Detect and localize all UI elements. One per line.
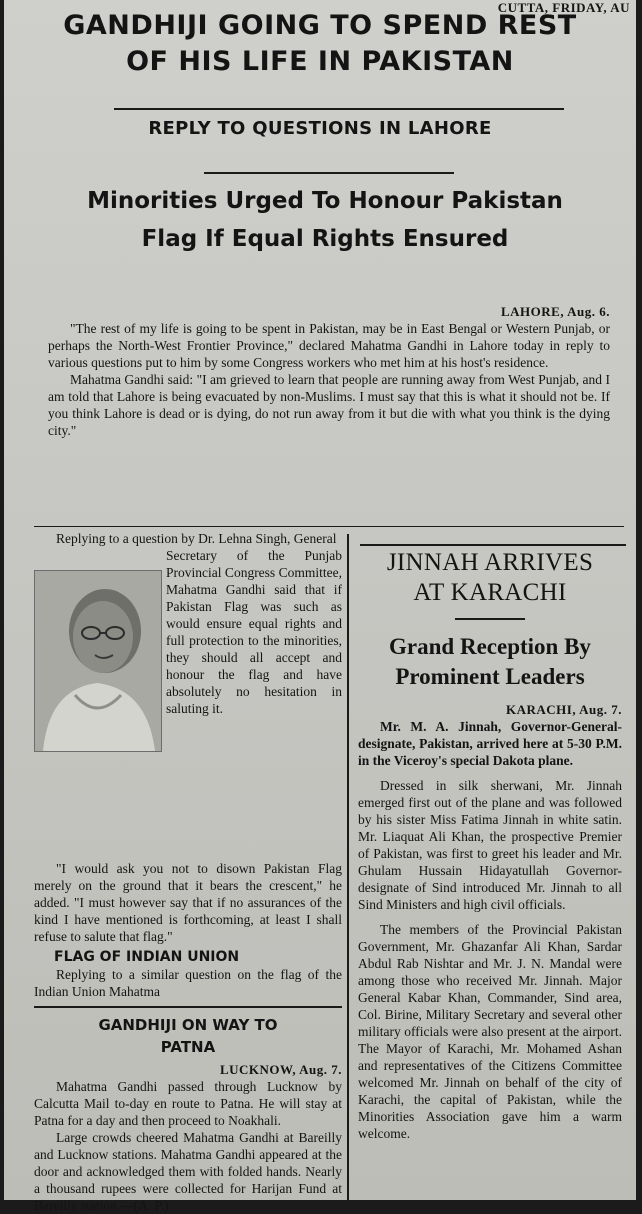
headline-line-1: GANDHIJI GOING TO SPEND REST xyxy=(63,10,577,41)
subheadline-minorities xyxy=(20,182,630,258)
headline-line-2: OF HIS LIFE IN PAKISTAN xyxy=(126,46,514,77)
flag-indian-union-heading: FLAG OF INDIAN UNION xyxy=(54,949,240,965)
subheadline-lahore: REPLY TO QUESTIONS IN LAHORE xyxy=(148,118,492,139)
flag-paragraph-1-wrap: Secretary of the Punjab Provincial Congress Committee, Mahatma Gandhi said that if Pakistan Flag was such as would ensure equal rights and full protection to the minorities, they should all accept and honour the flag and have absolutely no hesitation in saluting it. xyxy=(166,548,342,716)
flag-paragraph-1-top: Replying to a question by Dr. Lehna Singh, General xyxy=(56,531,337,546)
grand-reception-subheadline xyxy=(358,632,622,692)
lead-paragraph-2: Mahatma Gandhi said: "I am grieved to learn that people are running away from West Punjab, and I am told that Lahore is being evacuated by non-Muslims. I must say that this is what it should not be. If you think Lahore is dead or is dying, do not run away from it but die with what you think is the dying city." xyxy=(48,372,610,438)
flag-indian-union-text: Replying to a similar question on the flag of the Indian Union Mahatma xyxy=(34,967,342,999)
headline-rule-2 xyxy=(204,172,454,174)
patna-headline-line-1: GANDHIJI ON WAY TO xyxy=(98,1016,278,1034)
right-column-top-rule xyxy=(360,544,626,546)
karachi-dateline: KARACHI, Aug. 7. xyxy=(506,702,622,717)
patna-headline xyxy=(34,1014,342,1058)
jinnah-headline xyxy=(358,548,622,608)
section-rule xyxy=(34,526,624,527)
lead-story xyxy=(48,304,610,439)
patna-dateline: LUCKNOW, Aug. 7. xyxy=(219,1062,342,1077)
patna-paragraph-1: Mahatma Gandhi passed through Lucknow by Calcutta Mail to-day en route to Patna. He will stay at Patna for a day and then proceed to Noakhali. xyxy=(34,1079,342,1128)
masthead-dateline: CUTTA, FRIDAY, AU xyxy=(497,0,630,15)
main-headline xyxy=(16,8,624,80)
headline-rule-1 xyxy=(114,108,564,110)
grand-reception-line-2: Prominent Leaders xyxy=(395,664,585,689)
lead-dateline: LAHORE, Aug. 6. xyxy=(501,304,610,319)
jinnah-rule xyxy=(455,618,525,620)
patna-rule xyxy=(34,1006,342,1008)
jinnah-headline-line-1: JINNAH ARRIVES xyxy=(386,549,594,576)
left-column xyxy=(34,530,342,1214)
subheadline-minorities-line-1: Minorities Urged To Honour Pakistan xyxy=(87,188,563,214)
jinnah-paragraph-3: The members of the Provincial Pakistan Government, Mr. Ghazanfar Ali Khan, Sardar Abdul Rab Nishtar and Mr. J. N. Mandal were among those who received Mr. Jinnah. Major General Kabar Khan, Commander, Sind area, Col. Birine, Military Secretary and several other military officials were also present at the airport. The Mayor of Karachi, Mr. Mohamed Ashan and representatives of the Citizens Committee welcomed Mr. Jinnah on behalf of the city of Karachi, the capital of Pakistan, while the Minorities Association gave him a warm welcome. xyxy=(358,922,622,1141)
right-column xyxy=(358,548,622,1142)
gandhi-flag-text xyxy=(34,530,342,717)
patna-paragraph-2: Large crowds cheered Mahatma Gandhi at Bareilly and Lucknow stations. Mahatma Gandhi appeared at the door and acknowledged them with folded hands. Nearly a thousand rupees were collected for Harijan Fund at Bareilly station.—(A. P.) xyxy=(34,1130,342,1213)
grand-reception-line-1: Grand Reception By xyxy=(389,634,591,659)
patna-headline-line-2: PATNA xyxy=(160,1038,216,1056)
jinnah-paragraph-2: Dressed in silk sherwani, Mr. Jinnah emerged first out of the plane and was followed by his sister Miss Fatima Jinnah in white satin. Mr. Liaquat Ali Khan, the prospective Premier of Pakistan, was first to greet his leader and Mr. Ghulam Hussain Hidayatullah Governor-designate of Sind introduced Mr. Jinnah to all Sind Ministers and high civil officials. xyxy=(358,778,622,912)
flag-paragraph-2: "I would ask you not to disown Pakistan Flag merely on the ground that it bears the crescent," he added. "I must however say that if no assurances of the kind I have mentioned is forthcoming, at least I shall refuse to salute that flag." xyxy=(34,861,342,944)
jinnah-headline-line-2: AT KARACHI xyxy=(413,579,567,606)
jinnah-paragraph-1: Mr. M. A. Jinnah, Governor-General-designate, Pakistan, arrived here at 5-30 P.M. in the Viceroy's special Dakota plane. xyxy=(358,719,622,768)
newspaper-page xyxy=(4,0,636,1213)
lead-paragraph-1: "The rest of my life is going to be spent in Pakistan, may be in East Bengal or Western Punjab, or perhaps the North-West Frontier Province," declared Mahatma Gandhi in Lahore today in reply to various questions put to him by some Congress workers who met him at his host's residence. xyxy=(48,321,610,370)
subheadline-minorities-line-2: Flag If Equal Rights Ensured xyxy=(141,226,509,252)
column-rule xyxy=(347,534,349,1200)
